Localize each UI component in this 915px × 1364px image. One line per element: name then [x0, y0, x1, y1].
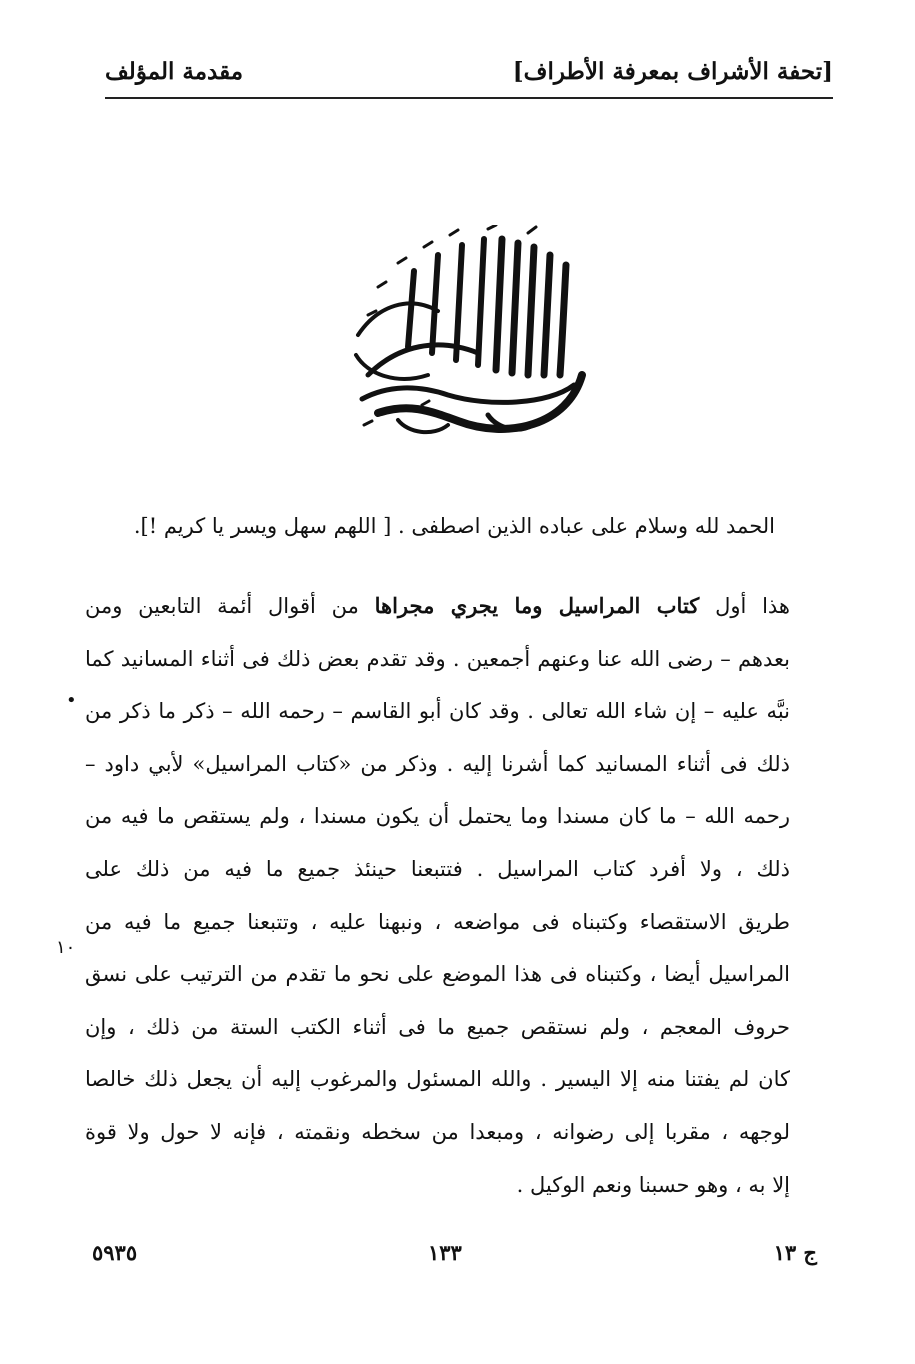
basmala-calligraphy-icon: [338, 225, 600, 445]
paragraph-line: كان لم يفتنا منه إلا اليسير . والله المسئول والمرغوب إليه أن يجعل ذلك خالصا: [85, 1067, 790, 1092]
paragraph-line: ذلك فى أثناء المسانيد كما أشرنا إليه . وذكر من «كتاب المراسيل» لأبي داود –: [85, 751, 790, 776]
line-rest: من أقوال أئمة التابعين ومن: [85, 594, 375, 618]
paragraph-line: لوجهه ، مقربا إلى رضوانه ، ومبعدا من سخطه ونقمته ، فإنه لا حول ولا قوة: [85, 1119, 790, 1144]
volume-number: ج ١٣: [773, 1240, 817, 1265]
bold-phrase: كتاب المراسيل وما يجري مجراها: [374, 593, 700, 618]
main-paragraph: [85, 584, 790, 1215]
line-lead: هذا أول: [699, 594, 790, 618]
paragraph-line: رحمه الله – ما كان مسندا وما يحتمل أن يكون مسندا ، ولم يستقص ما فيه من: [85, 804, 790, 829]
paragraph-line: إلا به ، وهو حسبنا ونعم الوكيل .: [516, 1172, 790, 1197]
paragraph-line: بعدهم – رضى الله عنا وعنهم أجمعين . وقد تقدم بعض ذلك فى أثناء المسانيد كما: [85, 646, 790, 671]
paragraph-line: نبَّه عليه – إن شاء الله تعالى . وقد كان أبو القاسم – رحمه الله – ذكر ما ذكر من: [85, 699, 790, 724]
running-header: [105, 52, 833, 96]
opening-line: الحمد لله وسلام على عباده الذين اصطفى . [ اللهم سهل ويسر يا كريم !].: [133, 514, 775, 538]
paragraph-line: المراسيل أيضا ، وكتبناه فى هذا الموضع على نحو ما تقدم من الترتيب على نسق: [85, 962, 790, 987]
footer-code: ٥٩٣٥: [92, 1240, 138, 1265]
book-title: [تحفة الأشراف بمعرفة الأطراف]: [512, 58, 833, 85]
section-title: مقدمة المؤلف: [105, 58, 244, 85]
header-rule: [105, 97, 833, 99]
paragraph-line: حروف المعجم ، ولم نستقص جميع ما فى أثناء الكتب الستة من ذلك ، وإن: [85, 1014, 790, 1039]
paragraph-line: ذلك ، ولا أفرد كتاب المراسيل . فتتبعنا حينئذ جميع ما فيه من ذلك على: [85, 856, 790, 881]
page-number: ١٣٣: [428, 1240, 462, 1265]
paragraph-line: طريق الاستقصاء وكتبناه فى مواضعه ، ونبهنا عليه ، وتتبعنا جميع ما فيه من: [85, 909, 790, 934]
margin-bullet: •: [66, 690, 77, 711]
paragraph-line: [85, 584, 790, 637]
margin-line-number: ١٠: [56, 937, 76, 958]
